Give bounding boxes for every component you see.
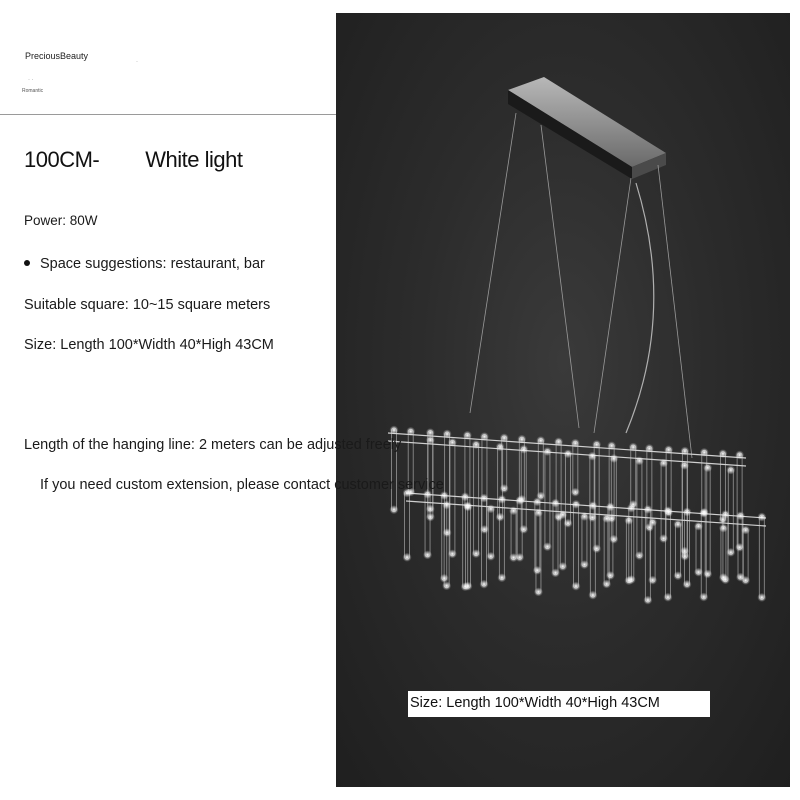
light-point — [606, 571, 615, 580]
light-point — [406, 427, 415, 436]
light-point — [703, 463, 712, 472]
light-point — [643, 505, 652, 514]
light-point — [497, 573, 506, 582]
light-point — [726, 548, 735, 557]
light-point — [694, 522, 703, 531]
spec-hanging-line-text: Length of the hanging line: 2 meters can be adjusted freely — [24, 437, 402, 453]
light-point — [517, 435, 526, 444]
light-point — [443, 528, 452, 537]
photo-caption-box — [408, 691, 710, 717]
light-point — [580, 512, 589, 521]
light-point — [509, 506, 518, 515]
light-point — [643, 596, 652, 605]
light-point — [472, 440, 481, 449]
light-point — [663, 506, 672, 515]
crystal-rod — [637, 459, 642, 558]
light-point — [609, 454, 618, 463]
light-point — [534, 508, 543, 517]
light-point — [673, 520, 682, 529]
light-point — [736, 511, 745, 520]
light-point — [609, 535, 618, 544]
light-point — [606, 502, 615, 511]
crystal-rod — [488, 507, 493, 558]
light-point — [659, 534, 668, 543]
light-point — [500, 484, 509, 493]
brand-name: PreciousBeauty — [25, 51, 89, 61]
light-point — [648, 576, 657, 585]
brand-mark-icon: · · — [28, 77, 34, 83]
light-point — [627, 504, 636, 513]
light-point — [602, 514, 611, 523]
crystal-rod — [553, 501, 558, 575]
light-point — [463, 502, 472, 511]
light-point — [426, 436, 435, 445]
light-point — [480, 525, 489, 534]
photo-caption: Size: Length 100*Width 40*High 43CM — [410, 695, 660, 711]
light-point — [463, 431, 472, 440]
light-point — [721, 510, 730, 519]
light-point — [496, 442, 505, 451]
product-photo — [336, 13, 790, 787]
light-point — [571, 500, 580, 509]
light-point — [592, 440, 601, 449]
crystal-rod — [666, 448, 671, 515]
crystal-rod — [474, 443, 479, 556]
light-point — [735, 543, 744, 552]
spec-size-text: Size: Length 100*Width 40*High 43CM — [24, 337, 274, 353]
crystal-rod — [499, 497, 504, 579]
light-point — [496, 513, 505, 522]
light-point — [673, 571, 682, 580]
light-point — [683, 507, 692, 516]
spec-square — [24, 297, 270, 313]
light-point — [588, 513, 597, 522]
spec-space — [24, 256, 265, 272]
custom-extension-note: If you need custom extension, please contact customer service — [40, 477, 444, 493]
spec-hanging-line — [24, 437, 401, 453]
light-point — [694, 568, 703, 577]
light-point — [602, 579, 611, 588]
light-point — [703, 569, 712, 578]
crystal-rod — [573, 441, 578, 494]
light-point — [719, 524, 728, 533]
crystal-rod — [582, 515, 587, 567]
light-point — [588, 452, 597, 461]
light-point — [683, 580, 692, 589]
light-point — [757, 513, 766, 522]
light-point — [571, 439, 580, 448]
light-point — [551, 568, 560, 577]
crystal-rod — [759, 515, 764, 599]
light-point — [558, 510, 567, 519]
light-point — [564, 449, 573, 458]
light-point — [509, 553, 518, 562]
product-heading — [24, 147, 242, 173]
light-point — [472, 549, 481, 558]
light-point — [426, 505, 435, 514]
spec-square-text: Suitable square: 10~15 square meters — [24, 297, 271, 313]
light-point — [635, 551, 644, 560]
light-point — [389, 505, 398, 514]
light-point — [588, 591, 597, 600]
light-point — [486, 552, 495, 561]
light-point — [486, 504, 495, 513]
light-point — [543, 542, 552, 551]
header-divider — [0, 114, 336, 115]
light-point — [534, 587, 543, 596]
bullet-icon — [24, 260, 30, 266]
light-point — [719, 573, 728, 582]
light-point — [442, 501, 451, 510]
light-point — [699, 509, 708, 518]
light-point — [741, 526, 750, 535]
light-point — [588, 501, 597, 510]
crystal-rod — [511, 509, 516, 560]
crystal-rod — [696, 524, 701, 574]
light-point — [533, 566, 542, 575]
light-point — [624, 516, 633, 525]
crystal-rod — [721, 526, 726, 579]
heading-light-type: White light — [145, 147, 243, 172]
light-point — [564, 519, 573, 528]
crystal-rod — [631, 445, 636, 506]
light-point — [480, 432, 489, 441]
crystal-rod — [450, 440, 455, 556]
light-point — [659, 459, 668, 468]
light-point — [389, 426, 398, 435]
light-point — [423, 550, 432, 559]
spec-space-text: Space suggestions: restaurant, bar — [40, 256, 265, 272]
brand-dash-icon: · — [136, 59, 138, 65]
chandelier-illustration — [336, 13, 790, 787]
light-point — [443, 429, 452, 438]
ceiling-canopy — [508, 77, 666, 179]
spec-power — [24, 213, 98, 228]
light-point — [533, 497, 542, 506]
crystal-rod — [702, 450, 707, 514]
light-point — [718, 449, 727, 458]
light-point — [463, 582, 472, 591]
light-point — [448, 438, 457, 447]
light-point — [571, 582, 580, 591]
light-point — [741, 576, 750, 585]
light-point — [635, 456, 644, 465]
light-point — [680, 447, 689, 456]
light-point — [680, 547, 689, 556]
light-point — [543, 447, 552, 456]
light-point — [500, 433, 509, 442]
light-point — [645, 444, 654, 453]
light-point — [680, 461, 689, 470]
crystal-rod — [675, 522, 680, 577]
brand-tagline: Romantic — [22, 88, 44, 94]
light-point — [426, 513, 435, 522]
light-point — [726, 466, 735, 475]
light-point — [592, 544, 601, 553]
crystal-rod — [545, 450, 550, 549]
light-point — [480, 494, 489, 503]
light-point — [699, 592, 708, 601]
light-point — [607, 441, 616, 450]
light-point — [580, 560, 589, 569]
light-point — [515, 496, 524, 505]
crystal-rod — [538, 439, 543, 498]
crystal-rod — [728, 468, 733, 554]
light-point — [497, 495, 506, 504]
light-point — [629, 443, 638, 452]
spec-power-text: Power: 80W — [24, 213, 98, 228]
light-point — [648, 518, 657, 527]
light-point — [757, 593, 766, 602]
light-point — [554, 437, 563, 446]
light-point — [536, 436, 545, 445]
light-point — [700, 448, 709, 457]
light-point — [461, 492, 470, 501]
heading-size: 100CM- — [24, 147, 100, 172]
light-point — [519, 445, 528, 454]
light-point — [403, 553, 412, 562]
light-point — [558, 562, 567, 571]
light-point — [624, 576, 633, 585]
light-point — [571, 488, 580, 497]
light-point — [448, 549, 457, 558]
crystal-rod — [573, 502, 578, 588]
light-point — [519, 525, 528, 534]
light-point — [663, 593, 672, 602]
light-point — [664, 445, 673, 454]
light-point — [551, 499, 560, 508]
spec-size — [24, 337, 274, 353]
light-point — [735, 451, 744, 460]
light-point — [442, 581, 451, 590]
light-point — [480, 580, 489, 589]
